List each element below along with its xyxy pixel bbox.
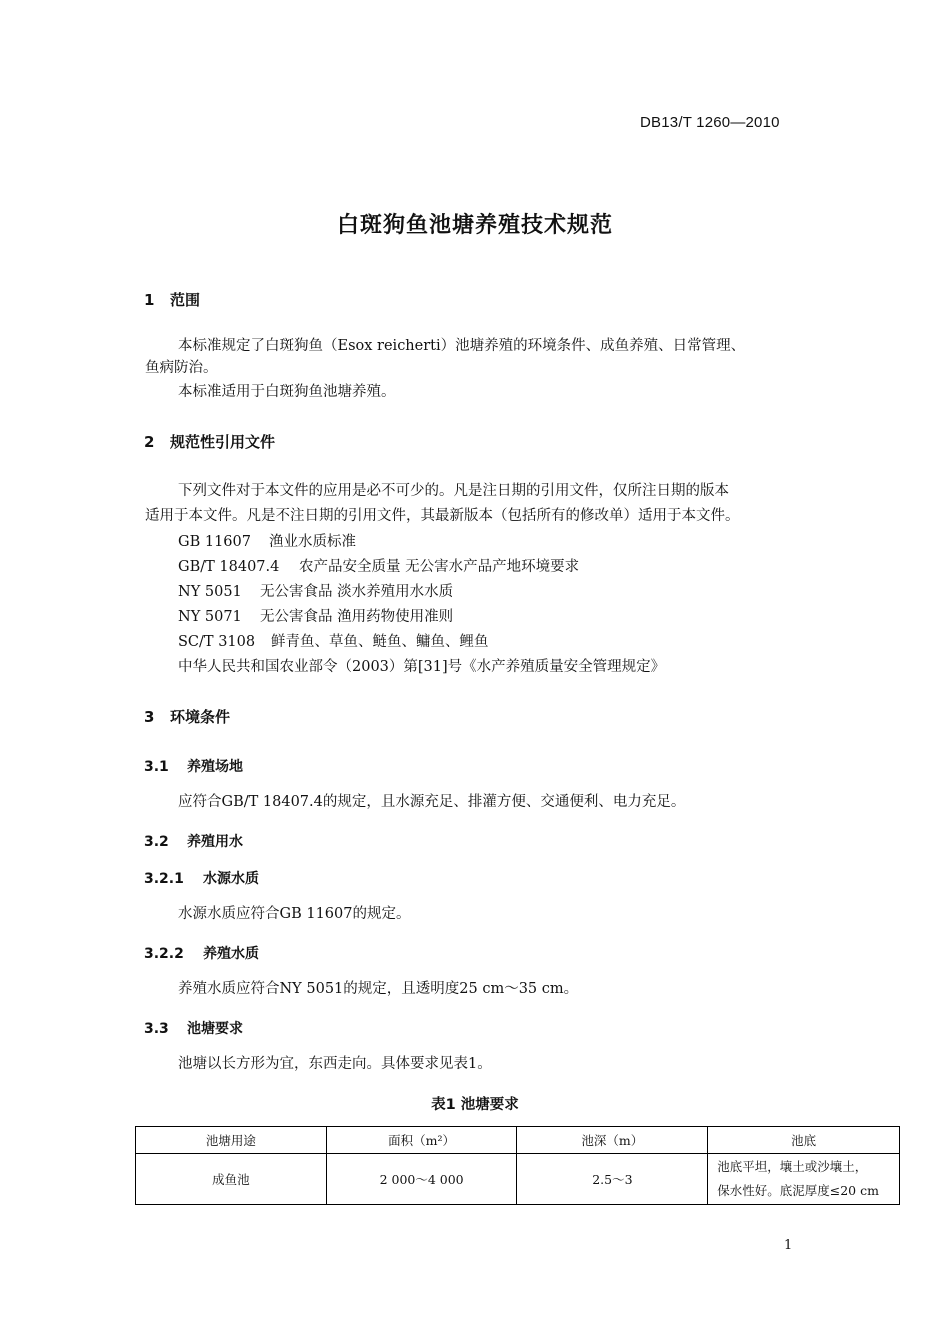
reference-item (178, 630, 489, 651)
reference-code: GB/T 18407.4 (178, 559, 280, 575)
subsection-3-2-2-heading (144, 943, 259, 963)
subsection-3-2-1-heading (144, 868, 259, 888)
references-intro-line2: 适用于本文件。凡是不注日期的引用文件，其最新版本（包括所有的修改单）适用于本文件。 (145, 508, 740, 524)
depth-cell: 2.5～3 (517, 1154, 708, 1205)
section-title: 环境条件 (170, 708, 231, 726)
reference-code: NY 5051 (178, 584, 242, 600)
reference-title: 渔业水质标准 (269, 534, 356, 550)
table-header-row (136, 1127, 900, 1154)
table-row (136, 1154, 900, 1205)
reference-title: 无公害食品 淡水养殖用水水质 (260, 584, 454, 600)
subsection-number: 3.2.2 (144, 946, 184, 962)
scope-paragraph-line2: 鱼病防治。 (145, 360, 218, 376)
reference-code: GB 11607 (178, 534, 251, 550)
subsection-3-3-heading (144, 1018, 243, 1038)
section-title: 范围 (170, 291, 201, 309)
pond-requirements-table (135, 1126, 900, 1205)
table-caption: 表1 池塘要求 (431, 1097, 519, 1113)
subsection-title: 池塘要求 (187, 1021, 243, 1037)
section-3-heading (144, 706, 230, 727)
table-header-cell: 池底 (708, 1127, 900, 1154)
bottom-cell (708, 1154, 900, 1205)
bottom-line: 池底平坦，壤土或沙壤土， (717, 1159, 868, 1174)
subsection-number: 3.2.1 (144, 871, 184, 887)
reference-item (178, 530, 356, 551)
section-number: 1 (144, 291, 155, 309)
table-header-cell: 面积（m²） (326, 1127, 517, 1154)
subsection-title: 养殖场地 (187, 759, 243, 775)
area-cell: 2 000～4 000 (326, 1154, 517, 1205)
reference-item (178, 605, 453, 626)
reference-code: NY 5071 (178, 609, 242, 625)
bottom-line: 保水性好。底泥厚度≤20 cm (717, 1183, 879, 1198)
reference-item (178, 580, 453, 601)
subsection-3-2-heading (144, 831, 243, 851)
table-header-cell: 池塘用途 (136, 1127, 327, 1154)
subsection-number: 3.1 (144, 759, 169, 775)
reference-title: 鲜青鱼、草鱼、鲢鱼、鳙鱼、鲤鱼 (271, 634, 489, 650)
section-title: 规范性引用文件 (170, 433, 276, 451)
reference-code: SC/T 3108 (178, 634, 256, 650)
subsection-3-1-heading (144, 756, 243, 776)
pond-use-cell: 成鱼池 (136, 1154, 327, 1205)
site-requirement-text: 应符合GB/T 18407.4的规定，且水源充足、排灌方便、交通便利、电力充足。 (178, 794, 686, 810)
document-title: 白斑狗鱼池塘养殖技术规范 (336, 213, 613, 238)
subsection-number: 3.3 (144, 1021, 169, 1037)
culture-water-text: 养殖水质应符合NY 5051的规定，且透明度25 cm～35 cm。 (178, 981, 579, 997)
source-water-text: 水源水质应符合GB 11607的规定。 (178, 906, 411, 922)
section-number: 3 (144, 708, 155, 726)
subsection-number: 3.2 (144, 834, 169, 850)
reference-item (178, 555, 579, 576)
standard-code: DB13/T 1260—2010 (640, 114, 780, 131)
subsection-title: 养殖水质 (203, 946, 259, 962)
references-intro-line1: 下列文件对于本文件的应用是必不可少的。凡是注日期的引用文件，仅所注日期的版本 (178, 483, 729, 499)
subsection-title: 养殖用水 (187, 834, 243, 850)
section-2-heading (144, 431, 275, 452)
pond-requirement-text: 池塘以长方形为宜，东西走向。具体要求见表1。 (178, 1056, 492, 1072)
scope-paragraph-line1: 本标准规定了白斑狗鱼（Esox reicherti）池塘养殖的环境条件、成鱼养殖、日常管理、 (178, 338, 746, 354)
scope-applicability: 本标准适用于白斑狗鱼池塘养殖。 (178, 384, 396, 400)
reference-title: 无公害食品 渔用药物使用准则 (260, 609, 454, 625)
subsection-title: 水源水质 (203, 871, 259, 887)
reference-title: 农产品安全质量 无公害水产品产地环境要求 (299, 559, 580, 575)
section-number: 2 (144, 433, 155, 451)
reference-decree: 中华人民共和国农业部令（2003）第[31]号《水产养殖质量安全管理规定》 (178, 659, 666, 675)
table-header-cell: 池深（m） (517, 1127, 708, 1154)
section-1-heading (144, 289, 200, 310)
page-number: 1 (784, 1238, 793, 1253)
